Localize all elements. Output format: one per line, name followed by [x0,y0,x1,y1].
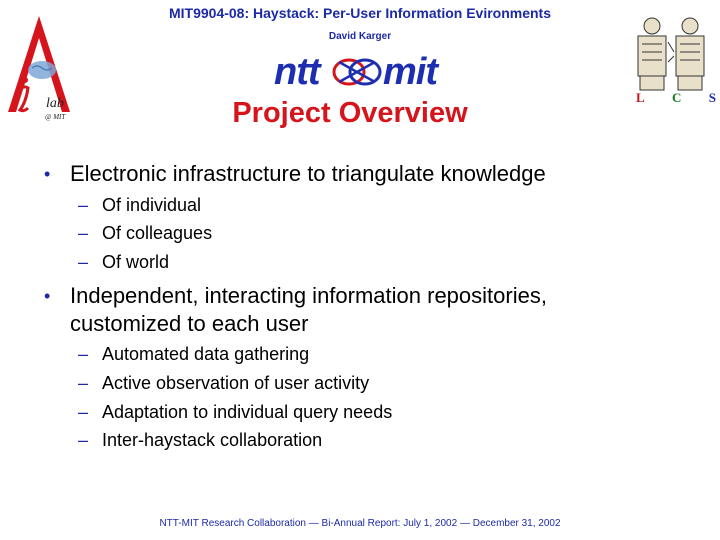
sub-bullet-item: Active observation of user activity [102,373,370,393]
sub-bullet-marker: – [78,252,89,272]
mit-logo-text: mit [383,51,437,93]
sub-bullet-item: Of colleagues [102,223,213,243]
lcs-letter-c: C [672,90,682,105]
bullet-marker: • [44,164,51,184]
page-title: Project Overview [232,97,468,129]
bullet-item: Electronic infrastructure to triangulate knowledge [70,161,546,186]
lcs-letter-s: S [708,90,716,105]
sub-bullet-marker: – [78,344,89,364]
header-title: MIT9904-08: Haystack: Per-User Information Evironments [168,5,551,21]
ilab-logo-subtext: @ MIT [45,113,66,121]
sub-bullet-item: Inter-haystack collaboration [102,430,323,450]
sub-bullet-item: Of individual [102,195,202,215]
lcs-letter-l: L [636,90,645,105]
bullet-item: Independent, interacting information repositories, customized to each user [70,283,547,336]
footer-text: NTT-MIT Research Collaboration — Bi-Annual Report: July 1, 2002 — December 31, 2002 [159,518,561,529]
sub-bullet-marker: – [78,430,89,450]
sub-bullet-marker: – [78,373,89,393]
sub-bullet-marker: – [78,223,89,243]
bullet-marker: • [44,286,51,306]
ilab-logo-text: lab [46,96,64,111]
sub-bullet-item: Of world [102,252,170,272]
ntt-logo-text: ntt [274,51,320,93]
sub-bullet-marker: – [78,195,89,215]
sub-bullet-item: Automated data gathering [102,344,310,364]
sub-bullet-item: Adaptation to individual query needs [102,402,393,422]
sub-bullet-marker: – [78,402,89,422]
header-author: David Karger [328,31,392,42]
